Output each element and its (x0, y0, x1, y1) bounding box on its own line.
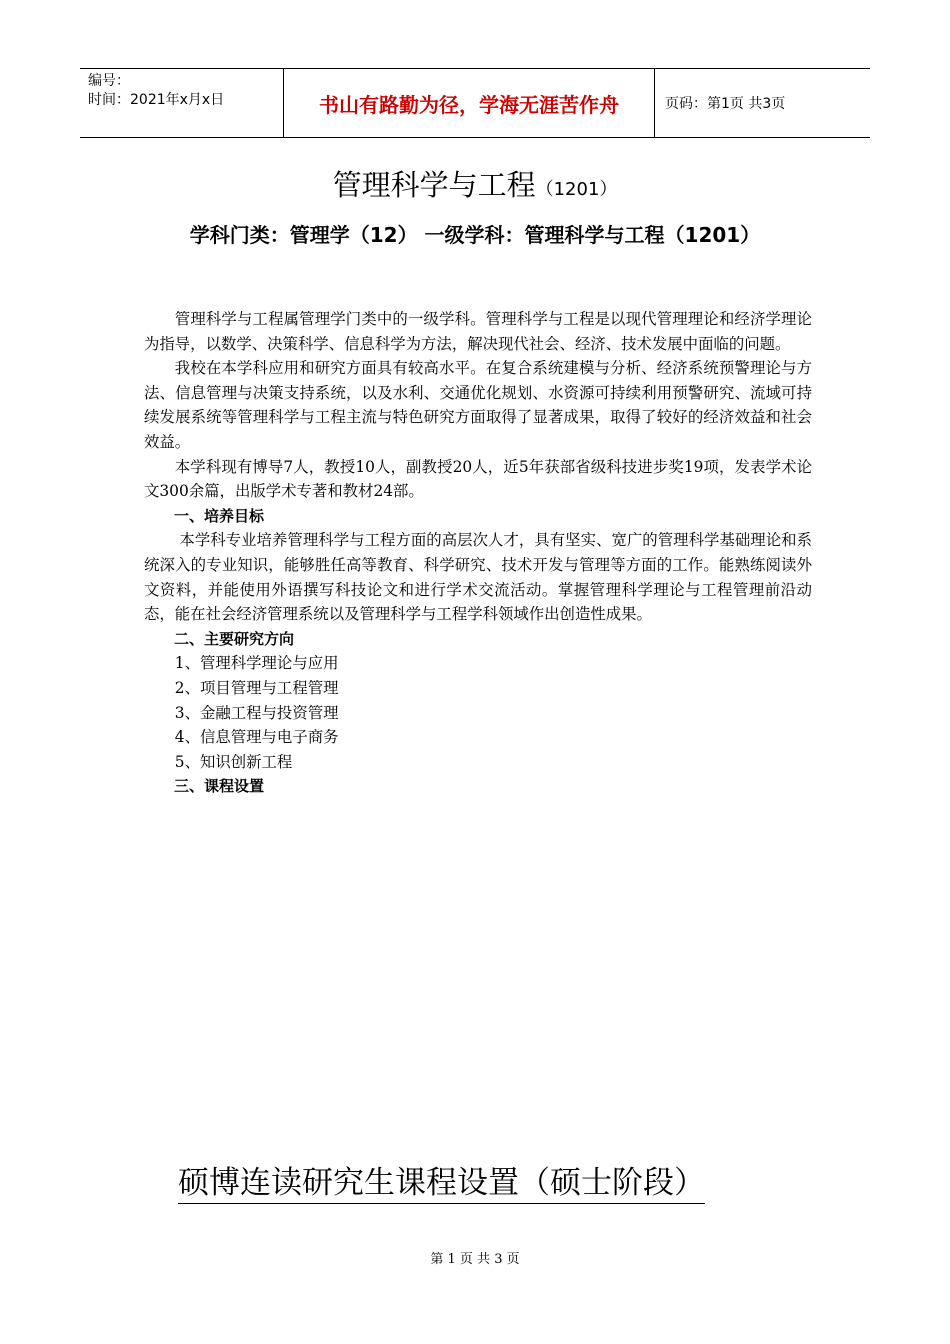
header-page-label: 页码：第1页 共3页 (665, 96, 786, 112)
direction-item: 4、信息管理与电子商务 (174, 728, 339, 747)
section-heading-directions: 二、主要研究方向 (174, 629, 295, 648)
page-subtitle: 学科门类：管理学（12） 一级学科：管理科学与工程（1201） (189, 223, 761, 247)
course-section-title: 硕博连读研究生课程设置（硕士阶段） (178, 1157, 705, 1204)
intro-paragraph-2: 我校在本学科应用和研究方面具有较高水平。在复合系统建模与分析、经济系统预警理论与方法、信息管理与决策支持系统，以及水利、交通优化规划、水资源可持续利用预警研究、流域可持续发展系统等管理科学与工程主流与特色研究方面取得了显著成果，取得了较好的经济效益和社会效益。 (144, 359, 812, 451)
direction-item: 3、金融工程与投资管理 (174, 703, 339, 722)
objective-paragraph: 本学科专业培养管理科学与工程方面的高层次人才，具有坚实、宽广的管理科学基础理论和系统深入的专业知识，能够胜任高等教育、科学研究、技术开发与管理等方面的工作。能熟练阅读外文资料，并能使用外语撰写科技论文和进行学术交流活动。掌握管理科学理论与工程管理前沿动态，能在社会经济管理系统以及管理科学与工程学科领域作出创造性成果。 (144, 531, 812, 624)
header-motto: 书山有路勤为径，学海无涯苦作舟 (283, 69, 655, 137)
number-label: 编号： (88, 73, 130, 89)
page-title (0, 163, 950, 204)
time-label: 时间：2021年x月x日 (88, 92, 225, 108)
direction-item: 2、项目管理与工程管理 (174, 678, 339, 697)
title-main: 管理科学与工程 (332, 168, 536, 202)
direction-item: 5、知识创新工程 (174, 752, 293, 771)
intro-paragraph-3: 本学科现有博导7人，教授10人，副教授20人，近5年获部省级科技进步奖19项，发表学术论文300余篇，出版学术专著和教材24部。 (144, 457, 812, 501)
document-header (80, 68, 870, 138)
section-heading-objective: 一、培养目标 (174, 506, 265, 525)
document-body (144, 307, 812, 799)
title-code: （1201） (535, 179, 618, 200)
header-meta (80, 69, 283, 137)
page-footer: 第 1 页 共 3 页 (430, 1252, 520, 1267)
section-heading-courses: 三、课程设置 (174, 777, 265, 796)
intro-paragraph-1: 管理科学与工程属管理学门类中的一级学科。管理科学与工程是以现代管理理论和经济学理论为指导，以数学、决策科学、信息科学为方法，解决现代社会、经济、技术发展中面临的问题。 (144, 310, 812, 353)
direction-item: 1、管理科学理论与应用 (174, 654, 339, 673)
